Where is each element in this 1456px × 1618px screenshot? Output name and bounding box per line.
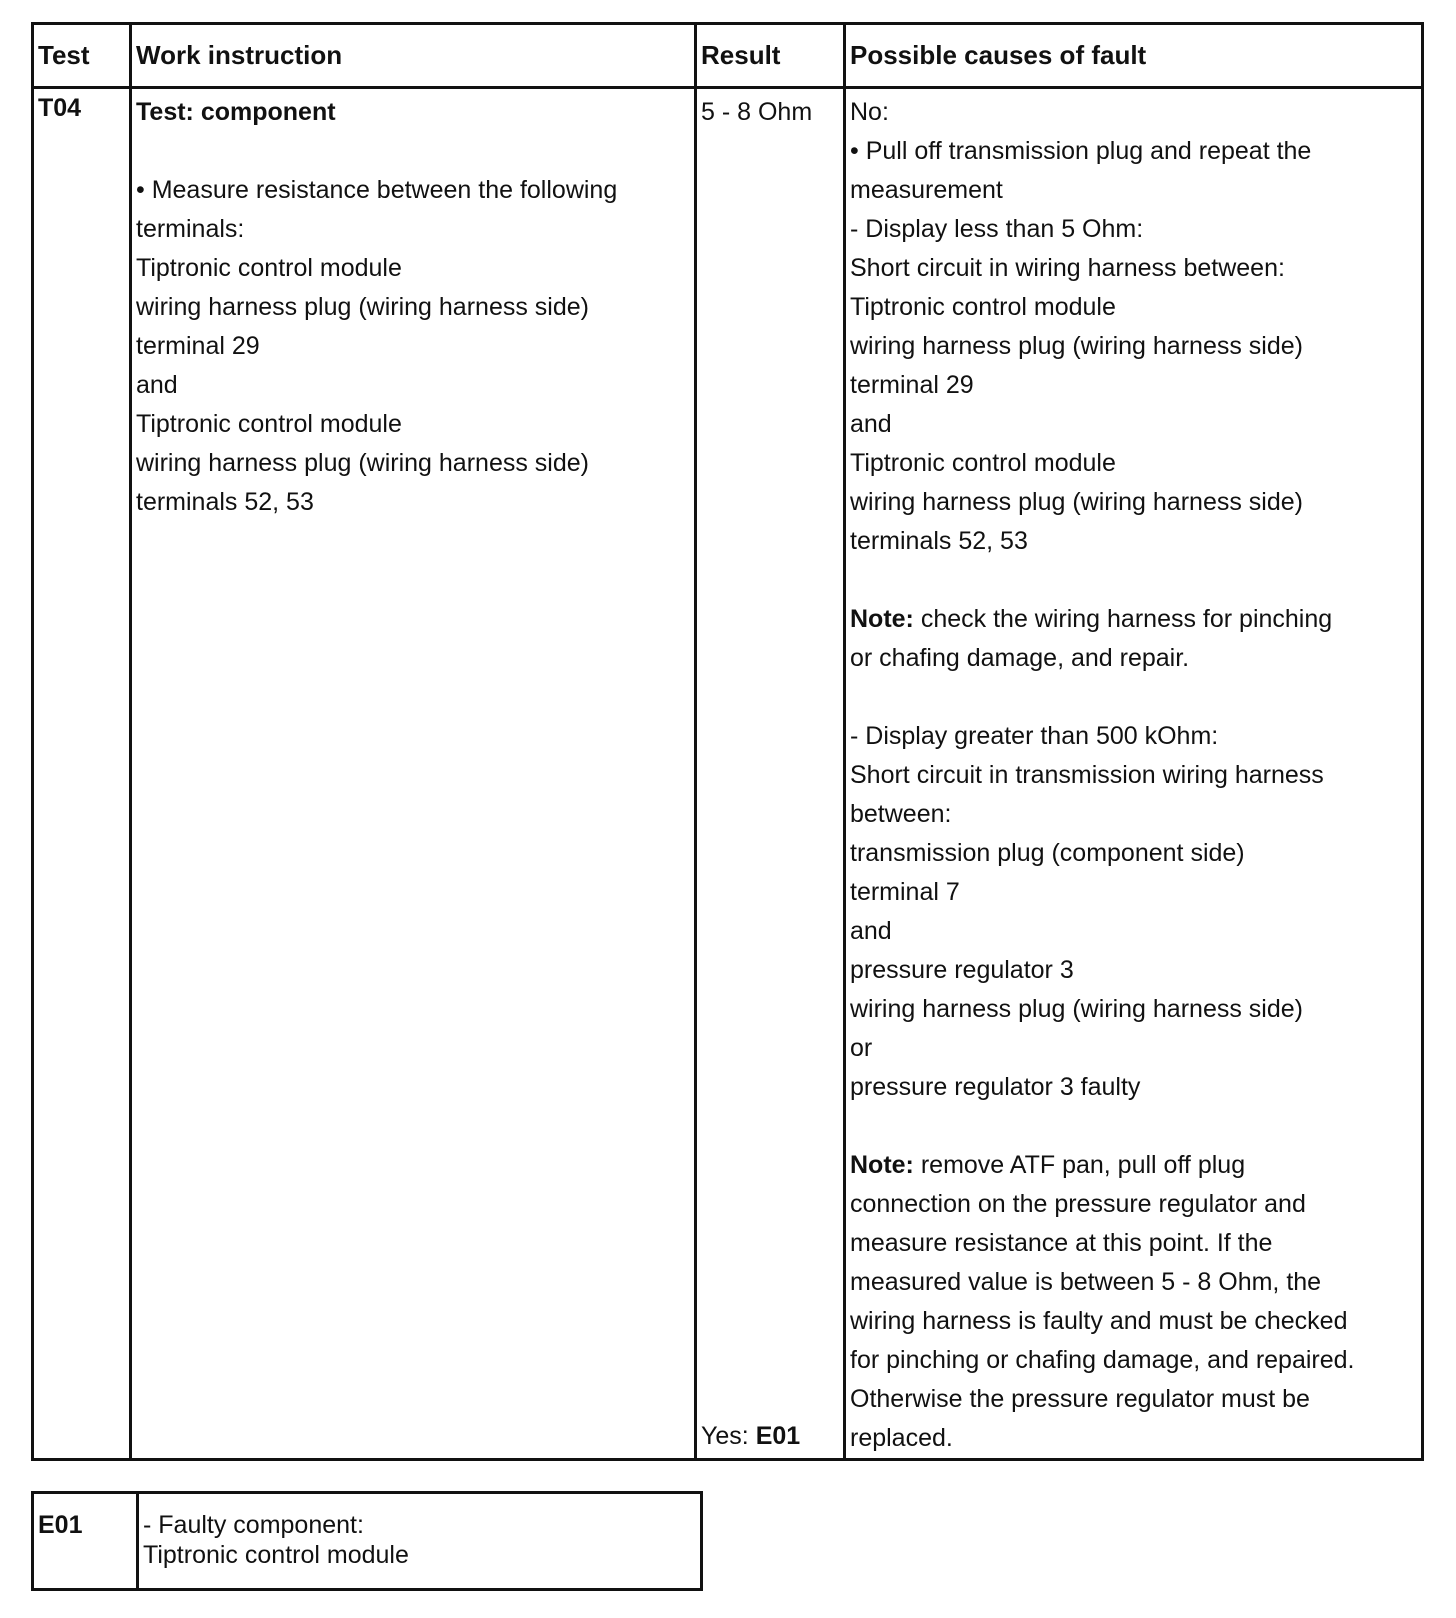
cause-line: Short circuit in wiring harness between: [850, 254, 1285, 282]
note-2-text: remove ATF pan, pull off plug [913, 1151, 1246, 1179]
work-title: Test: component [136, 98, 336, 126]
header-result: Result [696, 24, 845, 88]
test-id: T04 [33, 88, 131, 1460]
note-1-text: check the wiring harness for pinching [913, 605, 1333, 633]
table-row [33, 1493, 702, 1590]
note-1-label: Note: [850, 605, 914, 633]
cause-line: Otherwise the pressure regulator must be [850, 1385, 1310, 1413]
cause-line: transmission plug (component side) [850, 839, 1245, 867]
work-line: wiring harness plug (wiring harness side) [136, 449, 589, 477]
cause-line: wiring harness plug (wiring harness side) [850, 488, 1303, 516]
cause-line: terminals 52, 53 [850, 527, 1028, 555]
error-table [31, 1491, 703, 1591]
work-line: terminals: [136, 215, 245, 243]
header-possible-causes: Possible causes of fault [845, 24, 1423, 88]
cause-line: between: [850, 800, 952, 828]
cause-line: for pinching or chafing damage, and repaired. [850, 1346, 1355, 1374]
possible-causes-cell [845, 88, 1423, 1460]
cause-line: replaced. [850, 1424, 953, 1452]
cause-line: and [850, 410, 892, 438]
cause-line: or [850, 1034, 873, 1062]
cause-line: No: [850, 98, 889, 126]
note-2-label: Note: [850, 1151, 914, 1179]
header-work-instruction: Work instruction [131, 24, 696, 88]
note-1 [850, 600, 1421, 639]
cause-line: connection on the pressure regulator and [850, 1190, 1306, 1218]
work-line: terminals 52, 53 [136, 488, 314, 516]
table-header-row [33, 24, 1423, 88]
cause-line: pressure regulator 3 faulty [850, 1073, 1141, 1101]
work-line: Tiptronic control module [136, 254, 402, 282]
cause-line: wiring harness plug (wiring harness side) [850, 995, 1303, 1023]
cause-line: wiring harness is faulty and must be checked [850, 1307, 1348, 1335]
header-test: Test [33, 24, 131, 88]
table-row [33, 88, 1423, 1460]
cause-line: or chafing damage, and repair. [850, 644, 1190, 672]
cause-line: terminal 29 [850, 371, 974, 399]
note-2 [850, 1146, 1421, 1185]
result-cell [696, 88, 845, 1460]
cause-line: pressure regulator 3 [850, 956, 1074, 984]
result-yes-label: Yes: [701, 1422, 756, 1450]
work-line: Tiptronic control module [136, 410, 402, 438]
cause-line: terminal 7 [850, 878, 960, 906]
work-instruction-cell [131, 88, 696, 1460]
test-table [31, 22, 1424, 1461]
result-yes [701, 1417, 800, 1456]
cause-line: - Display less than 5 Ohm: [850, 215, 1144, 243]
cause-line: Tiptronic control module [850, 293, 1116, 321]
cause-line: wiring harness plug (wiring harness side) [850, 332, 1303, 360]
cause-line: Short circuit in transmission wiring harness [850, 761, 1324, 789]
work-line: • Measure resistance between the following [136, 176, 618, 204]
cause-line: • Pull off transmission plug and repeat the [850, 137, 1312, 165]
cause-line: measured value is between 5 - 8 Ohm, the [850, 1268, 1322, 1296]
error-description [138, 1493, 702, 1590]
result-yes-target: E01 [755, 1422, 801, 1450]
cause-line: and [850, 917, 892, 945]
cause-line: measurement [850, 176, 1003, 204]
result-value: 5 - 8 Ohm [701, 98, 813, 126]
work-line: and [136, 371, 178, 399]
error-line: - Faulty component: [143, 1511, 364, 1539]
error-id: E01 [33, 1493, 138, 1590]
cause-line: - Display greater than 500 kOhm: [850, 722, 1219, 750]
work-line: wiring harness plug (wiring harness side) [136, 293, 589, 321]
work-line: terminal 29 [136, 332, 260, 360]
cause-line: measure resistance at this point. If the [850, 1229, 1273, 1257]
cause-line: Tiptronic control module [850, 449, 1116, 477]
error-line: Tiptronic control module [143, 1541, 409, 1569]
